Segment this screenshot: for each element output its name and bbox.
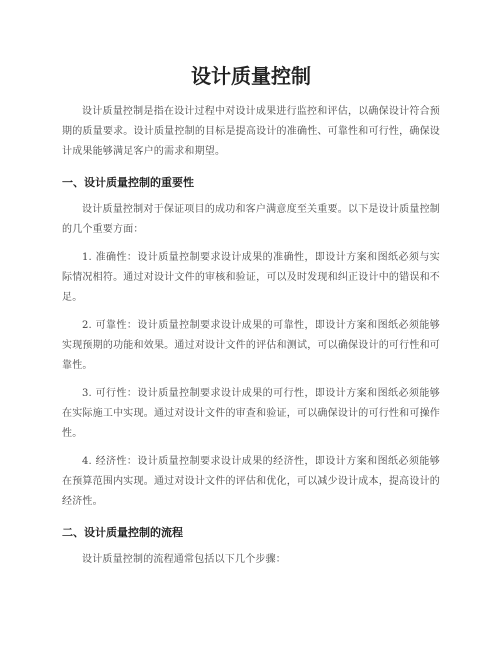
section-1-heading: 一、设计质量控制的重要性 — [62, 176, 194, 189]
intro-paragraph: 设计质量控制是指在设计过程中对设计成果进行监控和评估，以确保设计符合预期的质量要求。设计质量控制的目标是提高设计的准确性、可靠性和可行性，确保设计成果能够满足客户的需求和期望。 — [62, 106, 440, 157]
section-1-item-accuracy: 1. 准确性：设计质量控制要求设计成果的准确性，即设计方案和图纸必须与实际情况相符。通过对设计文件的审核和验证，可以及时发现和纠正设计中的错误和不足。 — [62, 252, 440, 303]
section-1-item-reliability: 2. 可靠性：设计质量控制要求设计成果的可靠性，即设计方案和图纸必须能够实现预期的功能和效果。通过对设计文件的评估和测试，可以确保设计的可行性和可靠性。 — [62, 320, 440, 371]
section-2-intro: 设计质量控制的流程通常包括以下几个步骤： — [82, 554, 286, 565]
section-2-heading: 二、设计质量控制的流程 — [62, 526, 183, 539]
section-1-item-feasibility: 3. 可行性：设计质量控制要求设计成果的可行性，即设计方案和图纸必须能够在实际施工中实现。通过对设计文件的审查和验证，可以确保设计的可行性和可操作性。 — [62, 388, 440, 439]
section-1-item-economy: 4. 经济性：设计质量控制要求设计成果的经济性，即设计方案和图纸必须能够在预算范围内实现。通过对设计文件的评估和优化，可以减少设计成本，提高设计的经济性。 — [62, 456, 440, 507]
section-1-intro: 设计质量控制对于保证项目的成功和客户满意度至关重要。以下是设计质量控制的几个重要方面： — [62, 204, 440, 235]
document-title: 设计质量控制 — [191, 64, 311, 88]
